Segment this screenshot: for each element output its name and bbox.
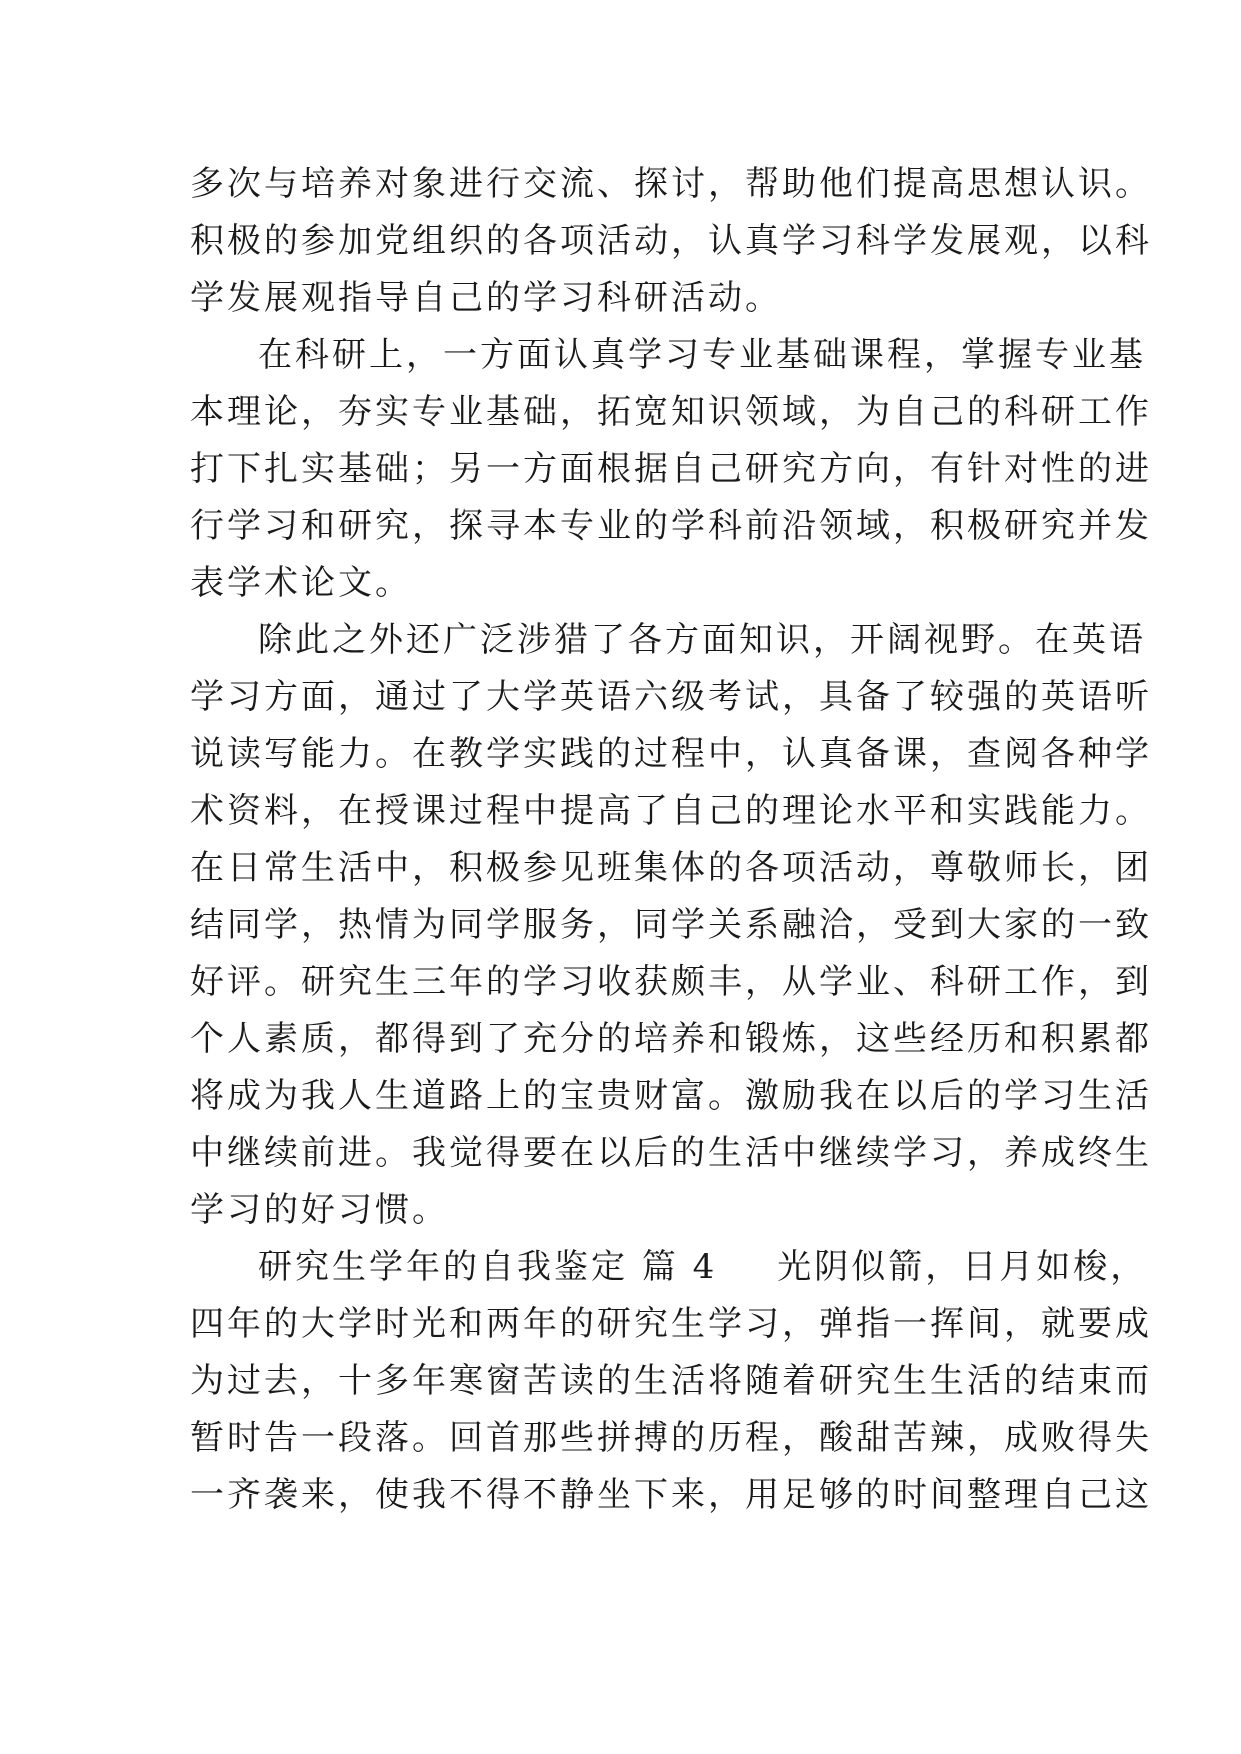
- text-line: 积极的参加党组织的各项活动，认真学习科学发展观，以科: [190, 221, 1152, 261]
- text-line: 为过去，十多年寒窗苦读的生活将随着研究生生活的结束而: [190, 1361, 1152, 1401]
- text-line: 一齐袭来，使我不得不静坐下来，用足够的时间整理自己这: [190, 1475, 1152, 1515]
- text-line: 结同学，热情为同学服务，同学关系融洽，受到大家的一致: [190, 905, 1152, 945]
- section-heading-line: [190, 1239, 1148, 1296]
- paragraph-start-line: 在科研上，一方面认真学习专业基础课程，掌握专业基: [258, 335, 1146, 375]
- text-line: 好评。研究生三年的学习收获颇丰，从学业、科研工作，到: [190, 962, 1152, 1002]
- text-line: 术资料，在授课过程中提高了自己的理论水平和实践能力。: [190, 791, 1152, 831]
- paragraph-start-line: 除此之外还广泛涉猎了各方面知识，开阔视野。在英语: [258, 620, 1146, 660]
- section-part-number: 篇 4: [641, 1247, 718, 1287]
- document-body: [190, 156, 1152, 1524]
- text-line: 四年的大学时光和两年的研究生学习，弹指一挥间，就要成: [190, 1304, 1152, 1344]
- text-line: 将成为我人生道路上的宝贵财富。激励我在以后的学习生活: [190, 1076, 1152, 1116]
- section-opening-text: 光阴似箭，日月如梭，: [777, 1247, 1148, 1287]
- text-line: 说读写能力。在教学实践的过程中，认真备课，查阅各种学: [190, 734, 1152, 774]
- text-line: 学发展观指导自己的学习科研活动。: [190, 278, 782, 318]
- text-line: 在日常生活中，积极参见班集体的各项活动，尊敬师长，团: [190, 848, 1152, 888]
- text-line: 个人素质，都得到了充分的培养和锻炼，这些经历和积累都: [190, 1019, 1152, 1059]
- text-line: 本理论，夯实专业基础，拓宽知识领域，为自己的科研工作: [190, 392, 1152, 432]
- text-line: 学习的好习惯。: [190, 1190, 449, 1230]
- section-title: 研究生学年的自我鉴定: [258, 1247, 628, 1287]
- text-line: 暂时告一段落。回首那些拼搏的历程，酸甜苦辣，成败得失: [190, 1418, 1152, 1458]
- text-line: 打下扎实基础；另一方面根据自己研究方向，有针对性的进: [190, 449, 1152, 489]
- text-line: 表学术论文。: [190, 563, 412, 603]
- text-line: 中继续前进。我觉得要在以后的生活中继续学习，养成终生: [190, 1133, 1152, 1173]
- text-line: 学习方面，通过了大学英语六级考试，具备了较强的英语听: [190, 677, 1152, 717]
- text-line: 多次与培养对象进行交流、探讨，帮助他们提高思想认识。: [190, 164, 1152, 204]
- text-line: 行学习和研究，探寻本专业的学科前沿领域，积极研究并发: [190, 506, 1152, 546]
